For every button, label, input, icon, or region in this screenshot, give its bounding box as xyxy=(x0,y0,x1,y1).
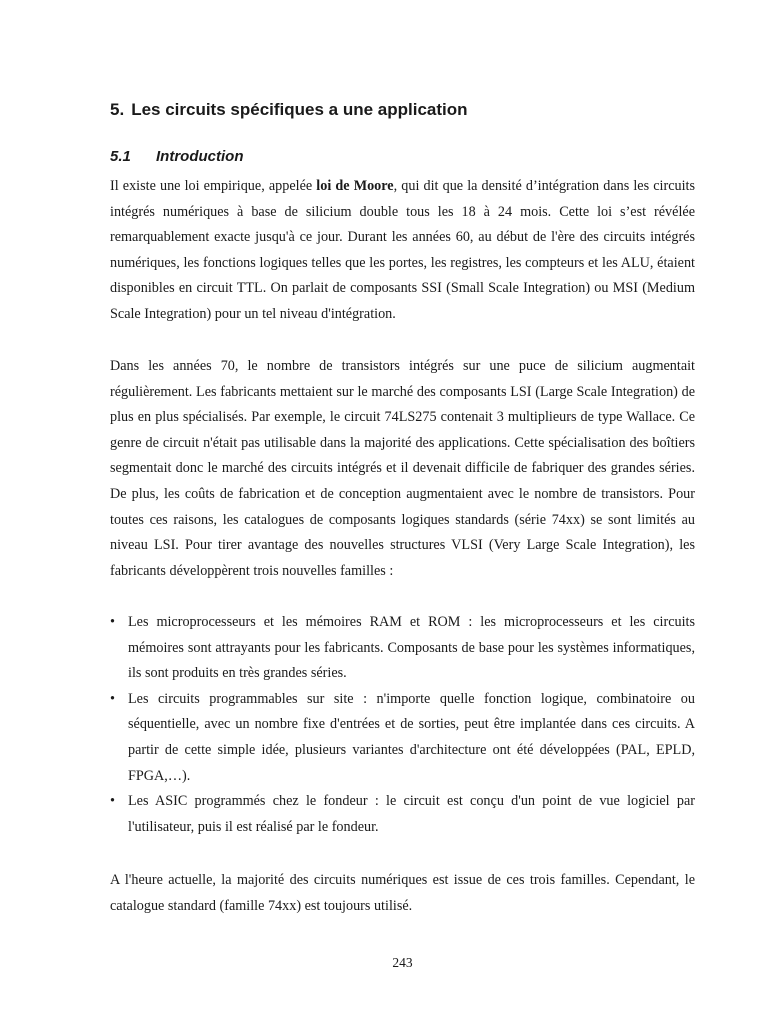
families-list xyxy=(110,610,695,840)
list-item-text: Les microprocesseurs et les mémoires RAM et ROM : les microprocesseurs et les circuits mémoires sont attrayants pour les fabricants. Composants de base pour les systèmes informatiques, ils sont produits en très grandes séries. xyxy=(128,614,695,682)
page-number: 243 xyxy=(392,955,413,970)
moore-law-term: loi de Moore xyxy=(316,178,394,194)
list-item xyxy=(110,687,695,789)
paragraph-intro-start: Il existe une loi empirique, appelée xyxy=(110,178,317,194)
list-item xyxy=(110,610,695,687)
paragraph-intro xyxy=(110,174,695,328)
bullet-icon: • xyxy=(110,690,115,707)
paragraph-seventies: Dans les années 70, le nombre de transistors intégrés sur une puce de silicium augmentait régulièrement. Les fabricants mettaient sur le marché des composants LSI (Large Scale Integration) de plus en plus spécialisés. Par exemple, le circuit 74LS275 contenait 3 multiplieurs de type Wallace. Ce genre de circuit n'était pas utilisable dans la majorité des applications. Cette spécialisation des boîtiers segmentait donc le marché des circuits intégrés et il devenait difficile de fabriquer des grandes séries. De plus, les coûts de fabrication et de conception augmentaient avec le nombre de transistors. Pour toutes ces raisons, les catalogues de composants logiques standards (série 74xx) se sont limités au niveau LSI. Pour tirer avantage des nouvelles structures VLSI (Very Large Scale Integration), les fabricants développèrent trois nouvelles familles : xyxy=(110,358,695,579)
section-title-text: Introduction xyxy=(156,148,244,165)
bullet-icon: • xyxy=(110,614,115,630)
section-title xyxy=(110,148,243,165)
paragraph-intro-rest: , qui dit que la densité d’intégration dans les circuits intégrés numériques à base de silicium double tous les 18 à 24 mois. Cette loi s’est révélée remarquablement exacte jusqu'à ce jour. Durant les années 60, au début de l'ère des circuits intégrés numériques, les fonctions logiques telles que les portes, les registres, les compteurs et les ALU, étaient disponibles en circuit TTL. On parlait de composants SSI (Small Scale Integration) ou MSI (Medium Scale Integration) pour un tel niveau d'intégration. xyxy=(110,178,695,322)
list-item-text: Les ASIC programmés chez le fondeur : le circuit est conçu d'un point de vue logiciel par l'utilisateur, puis il est réalisé par le fondeur. xyxy=(128,793,695,835)
list-item xyxy=(110,789,695,840)
paragraph-conclusion: A l'heure actuelle, la majorité des circuits numériques est issue de ces trois familles. Cependant, le catalogue standard (famille 74xx) est toujours utilisé. xyxy=(110,872,695,914)
chapter-title-text: Les circuits spécifiques a une application xyxy=(131,100,468,119)
chapter-number: 5. xyxy=(110,100,125,119)
list-item-text: Les circuits programmables sur site : n'importe quelle fonction logique, combinatoire ou séquentielle, avec un nombre fixe d'entrées et de sorties, peut être implantée dans ces circuits. A partir de cette simple idée, plusieurs variantes d'architecture ont été développées (PAL, EPLD, FPGA,…). xyxy=(128,690,695,784)
section-number: 5.1 xyxy=(110,148,131,165)
bullet-icon: • xyxy=(110,793,115,810)
chapter-title xyxy=(110,100,468,120)
